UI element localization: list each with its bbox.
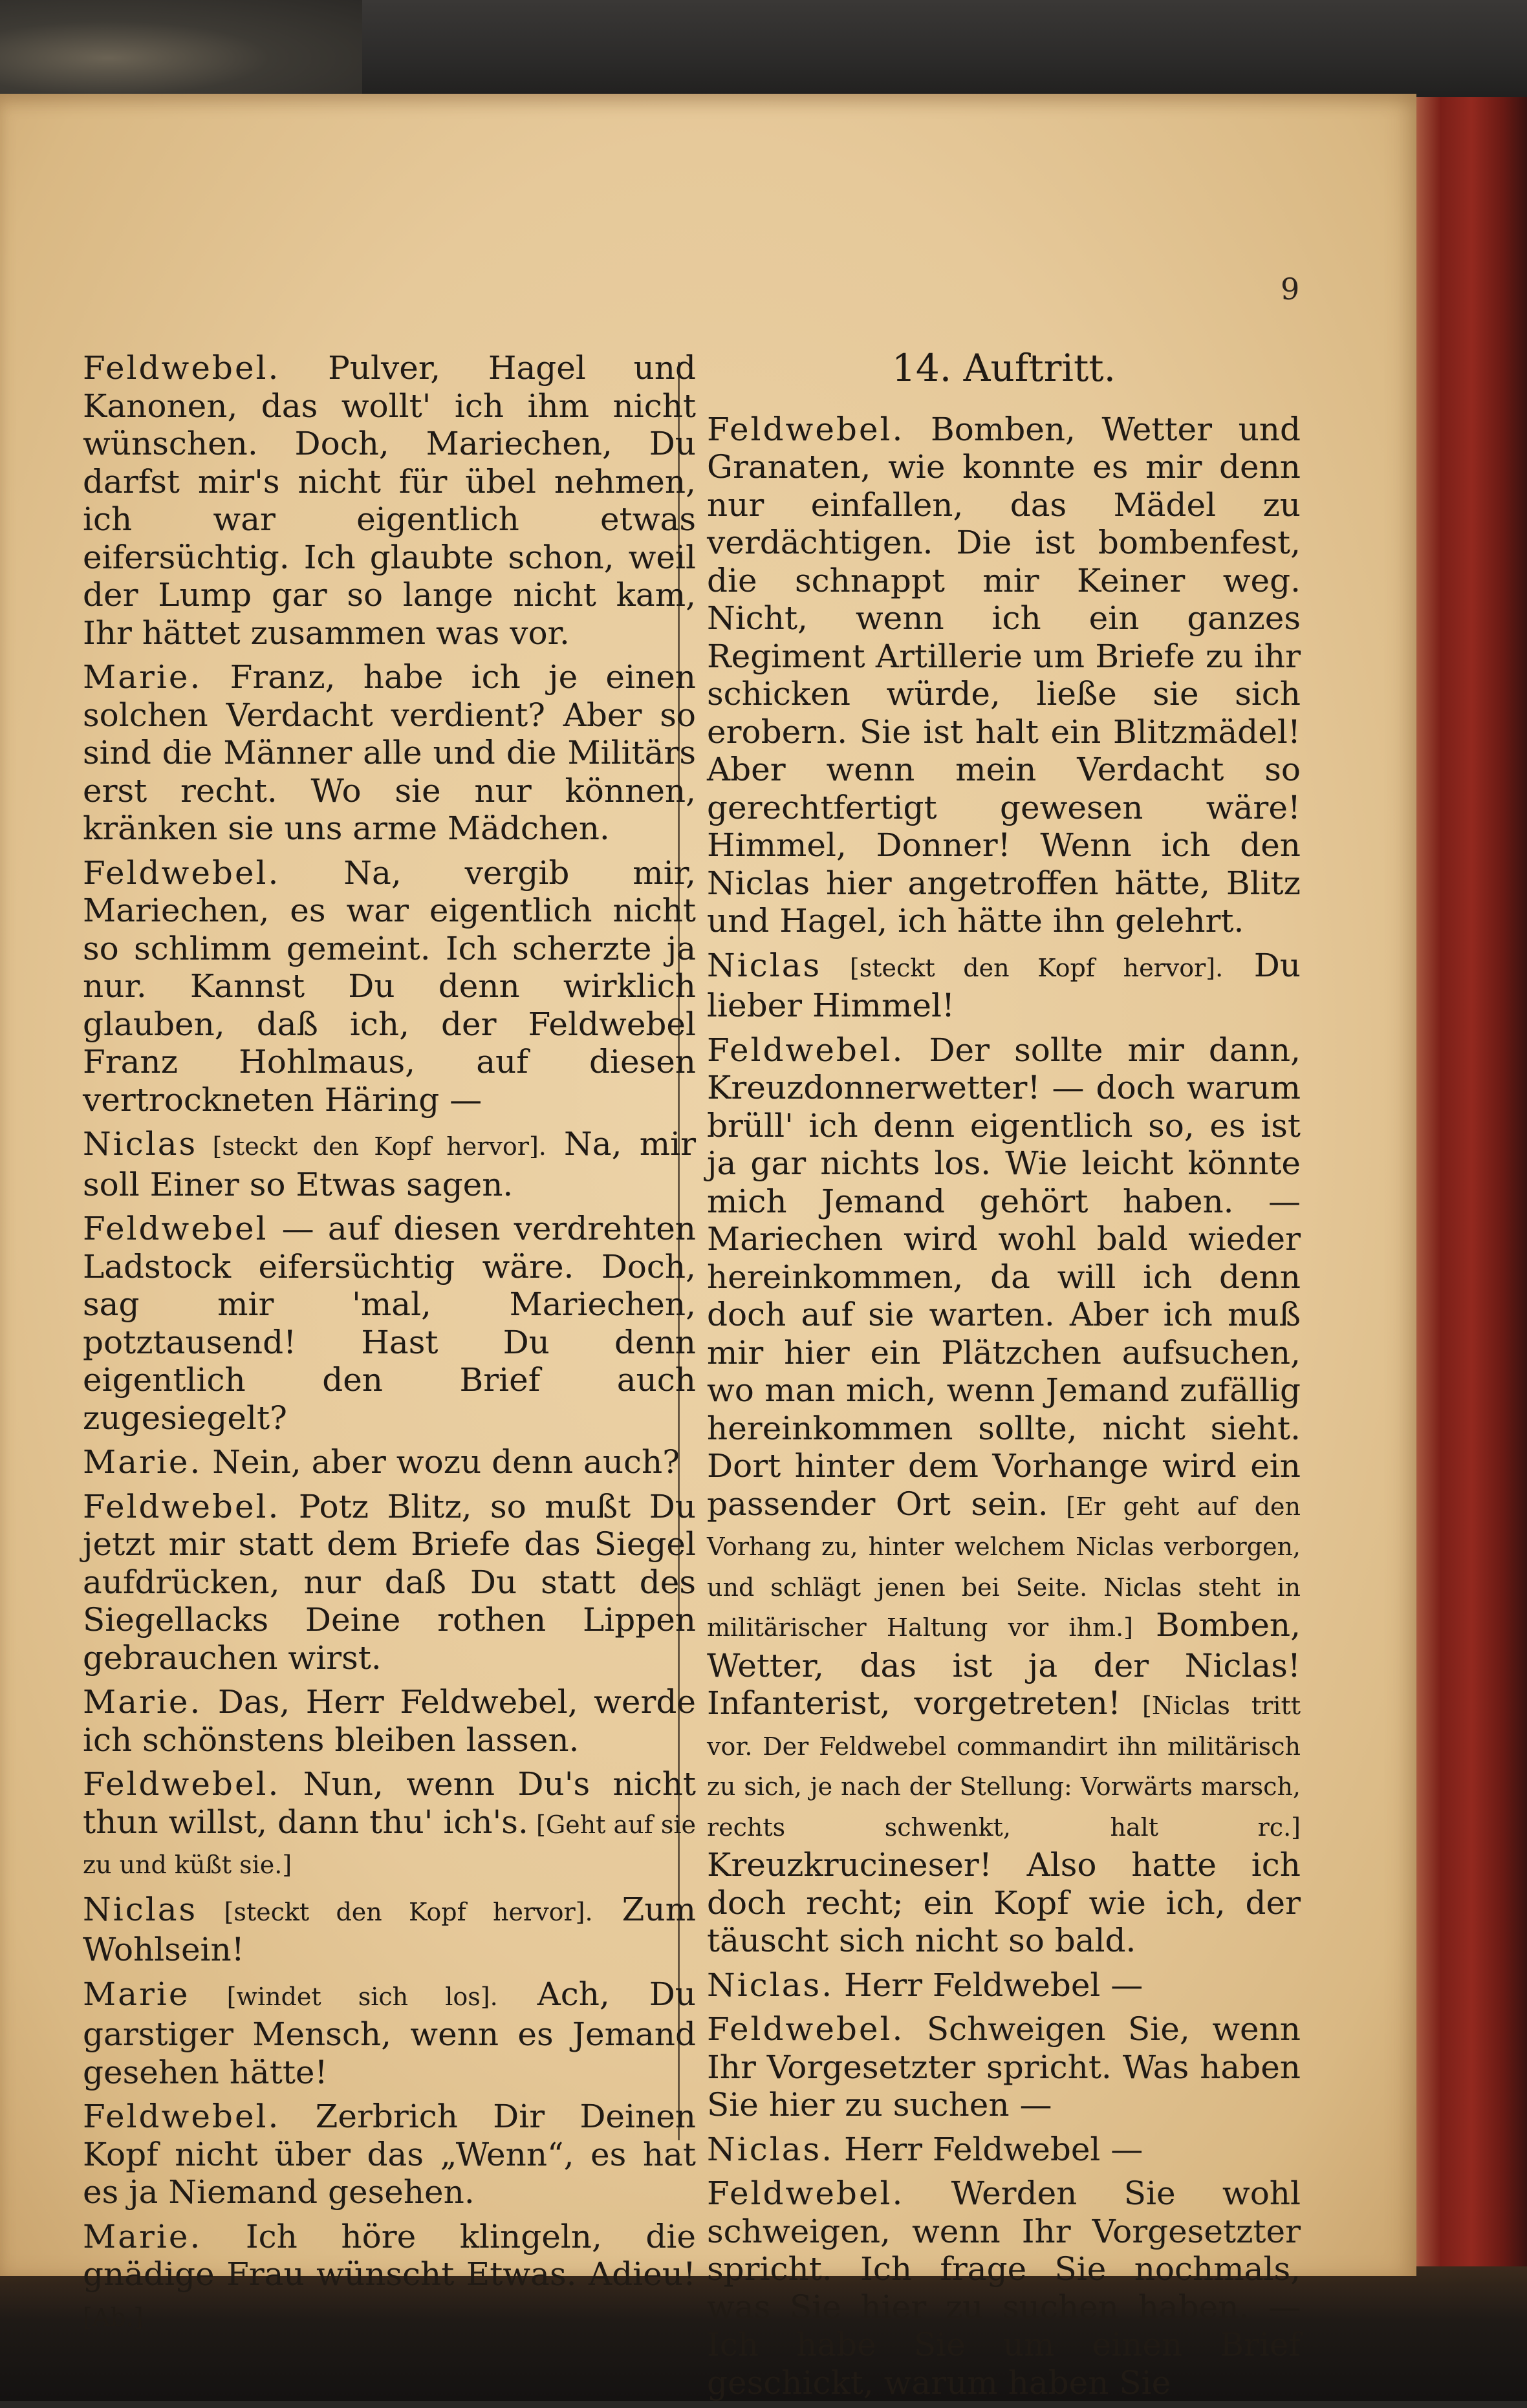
speaker-name: Feldwebel. [83,2098,281,2135]
dialogue-paragraph [707,411,1301,940]
dialogue-paragraph [83,2098,696,2211]
dialogue-text: Na, mir soll Einer so Etwas sagen. [83,1125,696,1203]
speaker-name: Niclas [707,946,822,984]
dialogue-text: Werden Sie wohl schweigen, wenn Ihr Vorgesetzter spricht. Ich frage Sie nochmals, was Sie hier zu suchen haben. — Ich habe Sie um einen Brief geschickt, warum haben Sie [707,2175,1301,2402]
speaker-name: Marie. [83,1443,202,1481]
dialogue-text: Zum Wohlsein! [83,1890,696,1968]
speaker-name: Feldwebel. [83,854,281,892]
dialogue-text: Du lieber Himmel! [707,946,1301,1024]
speaker-name: Marie. [83,1683,202,1721]
page-number: 9 [1281,272,1300,306]
stage-direction: [steckt den Kopf hervor]. [197,1897,593,1926]
scene-heading: 14. Auftritt. [891,346,1116,390]
speaker-name: Feldwebel. [83,1765,281,1803]
dialogue-text: — auf diesen verdrehten Ladstock eifersüchtig wäre. Doch, sag mir 'mal, Mariechen, potztausend! Hast Du denn eigentlich den Brief auch zugesiegelt? [83,1210,696,1437]
dialogue-text: Ach, Du garstiger Mensch, wenn es Jemand gesehen hätte! [83,1975,696,2091]
right-column [707,346,1301,2408]
speaker-name: Marie. [83,658,202,696]
dialogue-paragraph [83,1765,696,1884]
dialogue-paragraph [83,1443,696,1481]
scan-background [0,0,1527,103]
speaker-name: Feldwebel. [83,1487,281,1525]
book-spine-edge [1403,97,1527,2272]
right-paragraphs [707,411,1301,2402]
dialogue-text: Franz, habe ich je einen solchen Verdacht verdient? Aber so sind die Männer alle und die Militärs erst recht. Wo sie nur können, kränken sie uns arme Mädchen. [83,658,696,847]
stage-direction: [steckt den Kopf hervor]. [821,953,1224,982]
dialogue-text: Ich höre klingeln, die gnädige Frau wünscht Etwas. Adieu! [83,2217,696,2293]
speaker-name: Feldwebel [83,1210,268,1247]
dialogue-text: Herr Feldwebel — [834,1966,1143,2004]
speaker-name: Feldwebel. [707,410,905,448]
dialogue-text: Kreuzkrucineser! Also hatte ich doch recht; ein Kopf wie ich, der täuscht sich nicht so bald. [707,1846,1301,1959]
dialogue-paragraph [83,1683,696,1759]
stage-direction: [Niclas tritt vor. Der Feldwebel commandirt ihn militärisch zu sich, je nach der Stellung: Vorwärts marsch, rechts schwenkt, halt rc.] [707,1692,1301,1842]
dialogue-paragraph [83,658,696,848]
dialogue-text: Bomben, Wetter, das ist ja der Niclas! Infanterist, vorgetreten! [707,1606,1301,1722]
left-column [83,349,696,2343]
dialogue-paragraph [707,2131,1301,2169]
stage-direction: [Geht auf sie zu und küßt sie.] [83,1810,696,1879]
dialogue-text: Das, Herr Feldwebel, werde ich schönstens bleiben lassen. [83,1683,696,1759]
dialogue-paragraph [83,2218,696,2337]
stage-direction: [Er geht auf den Vorhang zu, hinter welchem Niclas verborgen, und schlägt jenen bei Seite. Niclas steht in militärischer Haltung vor ihm.] [707,1492,1301,1642]
speaker-name: Feldwebel. [707,1031,905,1069]
speaker-name: Feldwebel. [707,2175,905,2212]
background-fold [0,0,362,97]
speaker-name: Marie [83,1975,190,2013]
dialogue-paragraph [83,854,696,1119]
stage-direction: [steckt den Kopf hervor]. [197,1132,547,1161]
dialogue-paragraph [83,1975,696,2092]
dialogue-text: Nein, aber wozu denn auch? [202,1443,680,1481]
dialogue-paragraph [707,1031,1301,1960]
dialogue-paragraph [707,947,1301,1025]
dialogue-paragraph [83,1488,696,1677]
dialogue-text: Zerbrich Dir Deinen Kopf nicht über das „Wenn“, es hat es ja Niemand gesehen. [83,2098,696,2211]
dialogue-text: Potz Blitz, so mußt Du jetzt mir statt dem Briefe das Siegel aufdrücken, nur daß Du statt des Siegellacks Deine rothen Lippen gebrauchen wirst. [83,1487,696,1677]
dialogue-text: Na, vergib mir, Mariechen, es war eigentlich nicht so schlimm gemeint. Ich scherzte ja nur. Kannst Du denn wirklich glauben, daß ich, der Feldwebel Franz Hohlmaus, auf diesen vertrockneten Häring — [83,854,696,1119]
speaker-name: Niclas [83,1125,198,1163]
stage-direction: [Ab.] [83,2303,144,2332]
dialogue-text: Der sollte mir dann, Kreuzdonnerwetter! — doch warum brüll' ich denn eigentlich so, es ist ja gar nichts los. Wie leicht könnte mich Jemand gehört haben. — Mariechen wird wohl bald wieder hereinkommen, da will ich denn doch auf sie warten. Aber ich muß mir hier ein Plätzchen aufsuchen, wo man mich, wenn Jemand zufällig hereinkommen sollte, nicht sieht. Dort hinter dem Vorhange wird ein passender Ort sein. [707,1031,1301,1523]
dialogue-paragraph [83,1891,696,1969]
speaker-name: Niclas. [707,2130,834,2168]
dialogue-paragraph [707,2175,1301,2402]
dialogue-paragraph [707,2010,1301,2124]
speaker-name: Feldwebel. [707,2010,905,2048]
speaker-name: Niclas. [707,1966,834,2004]
speaker-name: Feldwebel. [83,349,281,387]
dialogue-text: Schweigen Sie, wenn Ihr Vorgesetzter spricht. Was haben Sie hier zu suchen — [707,2010,1301,2123]
dialogue-text: Pulver, Hagel und Kanonen, das wollt' ich ihm nicht wünschen. Doch, Mariechen, Du darfst mir's nicht für übel nehmen, ich war eigentlich etwas eifersüchtig. Ich glaubte schon, weil der Lump gar so lange nicht kam, Ihr hättet zusammen was vor. [83,349,696,652]
dialogue-text: Bomben, Wetter und Granaten, wie konnte es mir denn nur einfallen, das Mädel zu verdächtigen. Die ist bombenfest, die schnappt mir Keiner weg. Nicht, wenn ich ein ganzes Regiment Artillerie um Briefe zu ihr schicken würde, ließe sie sich erobern. Sie ist halt ein Blitzmädel! Aber wenn mein Verdacht so gerechtfertigt gewesen wäre! Himmel, Donner! Wenn ich den Niclas hier angetroffen hätte, Blitz und Hagel, ich hätte ihn gelehrt. [707,410,1301,940]
dialogue-text: Nun, wenn Du's nicht thun willst, dann thu' ich's. [83,1765,696,1841]
dialogue-paragraph [83,1210,696,1437]
dialogue-paragraph [707,1966,1301,2005]
dialogue-paragraph [83,1125,696,1203]
dialogue-text: Herr Feldwebel — [834,2130,1143,2168]
speaker-name: Marie. [83,2217,202,2255]
dialogue-paragraph [83,349,696,652]
stage-direction: [windet sich los]. [190,1982,498,2011]
speaker-name: Niclas [83,1890,198,1928]
